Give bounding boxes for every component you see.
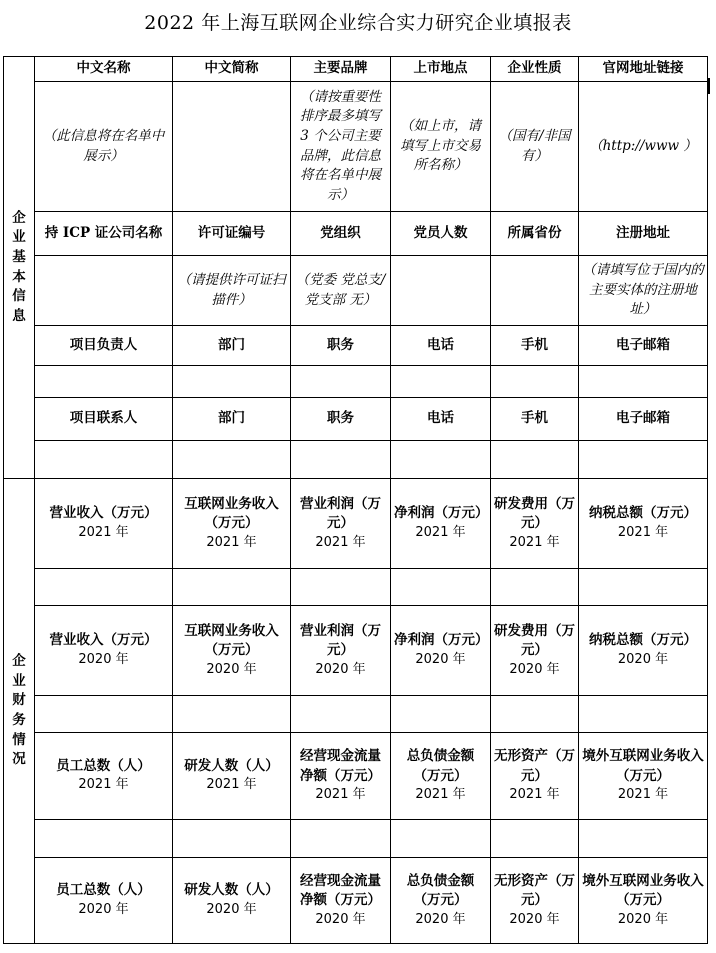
finance-header-row-2021a — [4, 479, 708, 569]
section-label-finance: 企 业 财 务 情 况 — [4, 479, 35, 944]
operating-profit-2020-field[interactable] — [291, 696, 391, 733]
header-license-number: 许可证编号 — [173, 212, 291, 256]
header-tax-total-2021: 纳税总额（万元） 2021 年 — [579, 479, 708, 569]
basic-input-row-2 — [4, 256, 708, 326]
header-contact-mobile: 手机 — [491, 398, 579, 441]
header-icp-company: 持 ICP 证公司名称 — [35, 212, 173, 256]
finance-header-row-2021b — [4, 733, 708, 820]
project-contact-field[interactable] — [35, 441, 173, 479]
finance-header-row-2020b — [4, 858, 708, 944]
lead-email-field[interactable] — [579, 366, 708, 398]
header-employees-2020: 员工总数（人） 2020 年 — [35, 858, 173, 944]
margin-mark — [708, 78, 710, 94]
header-total-liabilities-2021: 总负债金额（万元） 2021 年 — [391, 733, 491, 820]
finance-input-row-2020a — [4, 696, 708, 733]
lead-phone-field[interactable] — [391, 366, 491, 398]
party-org-field[interactable]: （党委 党总支/党支部 无） — [291, 256, 391, 326]
revenue-2020-field[interactable] — [35, 696, 173, 733]
header-party-members: 党员人数 — [391, 212, 491, 256]
overseas-revenue-2021-field[interactable] — [579, 820, 708, 858]
header-intangible-assets-2020: 无形资产（万元） 2020 年 — [491, 858, 579, 944]
internet-revenue-2020-field[interactable] — [173, 696, 291, 733]
icp-company-field[interactable] — [35, 256, 173, 326]
license-number-field[interactable]: （请提供许可证扫描件） — [173, 256, 291, 326]
basic-header-row-2 — [4, 212, 708, 256]
header-operating-profit-2021: 营业利润（万元） 2021 年 — [291, 479, 391, 569]
tax-total-2021-field[interactable] — [579, 569, 708, 606]
project-contact-input-row — [4, 441, 708, 479]
header-contact-position: 职务 — [291, 398, 391, 441]
internet-revenue-2021-field[interactable] — [173, 569, 291, 606]
header-internet-revenue-2021: 互联网业务收入（万元） 2021 年 — [173, 479, 291, 569]
header-intangible-assets-2021: 无形资产（万元） 2021 年 — [491, 733, 579, 820]
basic-header-row-1 — [4, 57, 708, 82]
header-total-liabilities-2020: 总负债金额（万元） 2020 年 — [391, 858, 491, 944]
contact-phone-field[interactable] — [391, 441, 491, 479]
header-short-name: 中文简称 — [173, 57, 291, 82]
header-rd-expense-2020: 研发费用（万元） 2020 年 — [491, 606, 579, 696]
contact-position-field[interactable] — [291, 441, 391, 479]
header-net-profit-2021: 净利润（万元） 2021 年 — [391, 479, 491, 569]
net-profit-2020-field[interactable] — [391, 696, 491, 733]
intangible-assets-2021-field[interactable] — [491, 820, 579, 858]
header-lead-position: 职务 — [291, 326, 391, 366]
tax-total-2020-field[interactable] — [579, 696, 708, 733]
header-listing-place: 上市地点 — [391, 57, 491, 82]
rd-expense-2020-field[interactable] — [491, 696, 579, 733]
cash-flow-2021-field[interactable] — [291, 820, 391, 858]
header-revenue-2021: 营业收入（万元） 2021 年 — [35, 479, 173, 569]
header-tax-total-2020: 纳税总额（万元） 2020 年 — [579, 606, 708, 696]
header-project-contact: 项目联系人 — [35, 398, 173, 441]
header-internet-revenue-2020: 互联网业务收入（万元） 2020 年 — [173, 606, 291, 696]
finance-header-row-2020a — [4, 606, 708, 696]
finance-input-row-2021a — [4, 569, 708, 606]
short-name-field[interactable] — [173, 82, 291, 212]
header-operating-profit-2020: 营业利润（万元） 2020 年 — [291, 606, 391, 696]
header-overseas-revenue-2021: 境外互联网业务收入（万元） 2021 年 — [579, 733, 708, 820]
section-label-basic-info: 企 业 基 本 信 息 — [4, 57, 35, 479]
registered-address-field[interactable]: （请填写位于国内的主要实体的注册地址） — [579, 256, 708, 326]
header-lead-department: 部门 — [173, 326, 291, 366]
header-employees-2021: 员工总数（人） 2021 年 — [35, 733, 173, 820]
project-lead-input-row — [4, 366, 708, 398]
party-members-field[interactable] — [391, 256, 491, 326]
header-rd-staff-2021: 研发人数（人） 2021 年 — [173, 733, 291, 820]
header-contact-phone: 电话 — [391, 398, 491, 441]
lead-position-field[interactable] — [291, 366, 391, 398]
header-main-brand: 主要品牌 — [291, 57, 391, 82]
header-cash-flow-2020: 经营现金流量净额（万元） 2020 年 — [291, 858, 391, 944]
header-lead-phone: 电话 — [391, 326, 491, 366]
main-brand-field[interactable]: （请按重要性排序最多填写 3 个公司主要品牌，此信息将在名单中展示） — [291, 82, 391, 212]
header-lead-mobile: 手机 — [491, 326, 579, 366]
basic-input-row-1 — [4, 82, 708, 212]
province-field[interactable] — [491, 256, 579, 326]
header-party-org: 党组织 — [291, 212, 391, 256]
project-contact-header-row — [4, 398, 708, 441]
header-website: 官网地址链接 — [579, 57, 708, 82]
project-lead-field[interactable] — [35, 366, 173, 398]
header-contact-department: 部门 — [173, 398, 291, 441]
rd-expense-2021-field[interactable] — [491, 569, 579, 606]
header-project-lead: 项目负责人 — [35, 326, 173, 366]
listing-place-field[interactable]: （如上市，请填写上市交易所名称） — [391, 82, 491, 212]
total-liabilities-2021-field[interactable] — [391, 820, 491, 858]
finance-input-row-2021b — [4, 820, 708, 858]
header-cash-flow-2021: 经营现金流量净额（万元） 2021 年 — [291, 733, 391, 820]
header-chinese-name: 中文名称 — [35, 57, 173, 82]
header-contact-email: 电子邮箱 — [579, 398, 708, 441]
contact-mobile-field[interactable] — [491, 441, 579, 479]
header-revenue-2020: 营业收入（万元） 2020 年 — [35, 606, 173, 696]
header-province: 所属省份 — [491, 212, 579, 256]
header-net-profit-2020: 净利润（万元） 2020 年 — [391, 606, 491, 696]
lead-department-field[interactable] — [173, 366, 291, 398]
company-type-field[interactable]: （国有/非国有） — [491, 82, 579, 212]
revenue-2021-field[interactable] — [35, 569, 173, 606]
rd-staff-2021-field[interactable] — [173, 820, 291, 858]
net-profit-2021-field[interactable] — [391, 569, 491, 606]
website-field[interactable]: （http://www ） — [579, 82, 708, 212]
header-rd-expense-2021: 研发费用（万元） 2021 年 — [491, 479, 579, 569]
employees-2021-field[interactable] — [35, 820, 173, 858]
header-registered-address: 注册地址 — [579, 212, 708, 256]
operating-profit-2021-field[interactable] — [291, 569, 391, 606]
header-lead-email: 电子邮箱 — [579, 326, 708, 366]
lead-mobile-field[interactable] — [491, 366, 579, 398]
page-title: 2022 年上海互联网企业综合实力研究企业填报表 — [144, 12, 572, 34]
report-form-table — [3, 56, 708, 944]
header-overseas-revenue-2020: 境外互联网业务收入（万元） 2020 年 — [579, 858, 708, 944]
header-rd-staff-2020: 研发人数（人） 2020 年 — [173, 858, 291, 944]
contact-department-field[interactable] — [173, 441, 291, 479]
chinese-name-field[interactable]: （此信息将在名单中展示） — [35, 82, 173, 212]
header-company-type: 企业性质 — [491, 57, 579, 82]
project-lead-header-row — [4, 326, 708, 366]
contact-email-field[interactable] — [579, 441, 708, 479]
